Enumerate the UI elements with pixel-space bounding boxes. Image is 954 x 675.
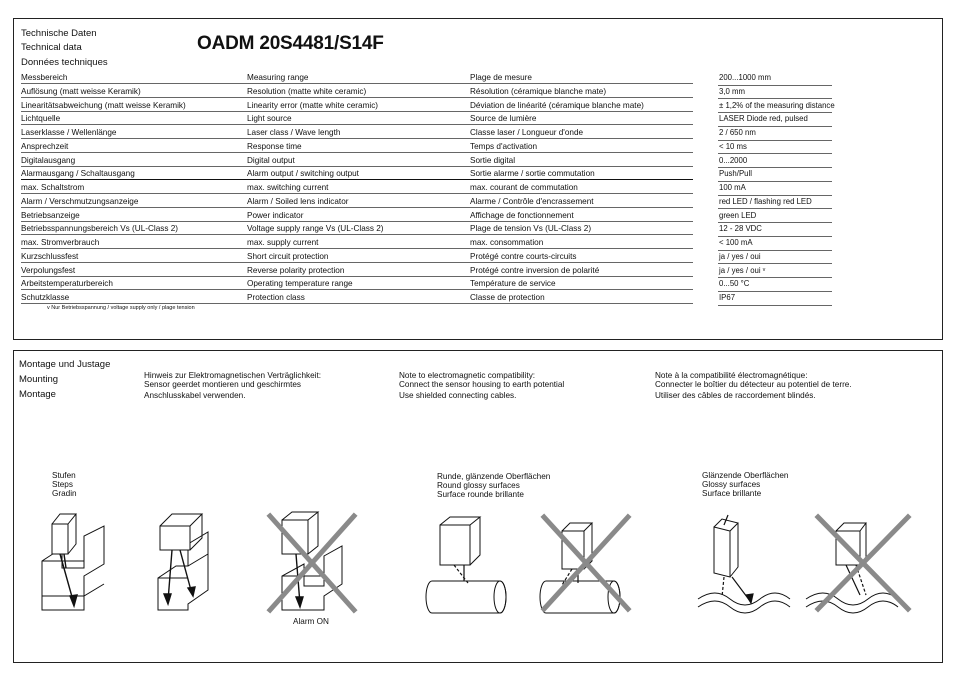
- cell-de: max. Stromverbrauch: [21, 238, 100, 247]
- cell-value: 200...1000 mm: [719, 73, 772, 82]
- cell-de: Auflösung (matt weisse Keramik): [21, 86, 141, 96]
- row-divider: [21, 166, 693, 167]
- cell-de: Arbeitstemperaturbereich: [21, 279, 113, 289]
- cell-fr: Protégé contre courts-circuits: [470, 251, 577, 261]
- product-title: OADM 20S4481/S14F: [197, 33, 384, 54]
- emc-note-line: Utiliser des câbles de raccordement blindés.: [655, 391, 816, 400]
- cell-value: red LED / flashing red LED: [719, 196, 812, 206]
- cell-de: Linearitätsabweichung (matt weisse Keramik): [21, 100, 186, 110]
- steps-correct-illustration-2: [152, 506, 232, 616]
- caption-line: Gradin: [52, 489, 77, 498]
- caption-line: Steps: [52, 480, 73, 489]
- cell-en: Light source: [247, 114, 292, 124]
- cell-de: max. Schaltstrom: [21, 183, 85, 192]
- row-divider: [21, 83, 693, 84]
- cell-de: Ansprechzeit: [21, 141, 69, 151]
- row-divider: [21, 138, 693, 139]
- header-label-de: Technische Daten: [21, 28, 97, 39]
- cell-value: Push/Pull: [719, 169, 752, 179]
- caption-line: Glossy surfaces: [702, 480, 761, 489]
- cell-en: Short circuit protection: [247, 251, 329, 261]
- emc-note-line: Anschlusskabel verwenden.: [144, 391, 246, 400]
- footnote: v Nur Betriebsspannung / voltage supply only / plage tension: [47, 305, 195, 311]
- row-divider: [21, 124, 693, 125]
- cell-en: Protection class: [247, 293, 305, 302]
- mounting-label-en: Mounting: [19, 374, 59, 385]
- caption-line: Runde, glänzende Oberflächen: [437, 472, 551, 481]
- header-label-en: Technical data: [21, 42, 82, 53]
- row-divider: [21, 276, 693, 277]
- cell-en: Alarm / Soiled lens indicator: [247, 196, 349, 206]
- row-divider: [21, 289, 693, 290]
- cross-icon: [818, 517, 908, 609]
- cell-de: Digitalausgang: [21, 155, 76, 165]
- technical-data-panel: [13, 18, 943, 340]
- steps-incorrect-illustration: [262, 506, 362, 616]
- cell-en: Laser class / Wave length: [247, 128, 341, 137]
- cell-fr: Sortie alarme / sortie commutation: [470, 169, 595, 179]
- cell-fr: Classe de protection: [470, 293, 545, 302]
- cell-value: 3,0 mm: [719, 86, 745, 96]
- cell-fr: Alarme / Contrôle d'encrassement: [470, 196, 594, 206]
- emc-note-line: Use shielded connecting cables.: [399, 391, 517, 400]
- cell-de: Laserklasse / Wellenlänge: [21, 128, 117, 137]
- alarm-on-label: Alarm ON: [293, 617, 329, 626]
- row-divider: [21, 303, 693, 304]
- row-divider: [21, 262, 693, 263]
- row-divider: [21, 248, 693, 249]
- row-divider: [21, 97, 693, 98]
- cell-de: Alarmausgang / Schaltausgang: [21, 169, 135, 179]
- cell-fr: Affichage de fonctionnement: [470, 210, 574, 220]
- cell-en: Response time: [247, 141, 302, 151]
- cell-value: 0...2000: [719, 155, 748, 165]
- cell-de: Alarm / Verschmutzungsanzeige: [21, 196, 139, 206]
- round-surface-incorrect-illustration: [532, 511, 632, 616]
- cell-fr: Source de lumière: [470, 114, 537, 124]
- steps-correct-illustration: [34, 506, 114, 616]
- emc-note-line: Hinweis zur Elektromagnetischen Verträglichkeit:: [144, 371, 322, 380]
- cell-en: Digital output: [247, 155, 295, 165]
- cell-de: Betriebsspannungsbereich Vs (UL-Class 2): [21, 224, 179, 234]
- emc-note-line: Connecter le boîtier du détecteur au potentiel de terre.: [655, 380, 852, 389]
- cell-fr: max. consommation: [470, 238, 544, 247]
- cell-en: Alarm output / switching output: [247, 169, 359, 179]
- caption-line: Glänzende Oberflächen: [702, 471, 789, 480]
- cell-en: max. supply current: [247, 238, 319, 247]
- cell-en: Voltage supply range Vs (UL-Class 2): [247, 224, 384, 234]
- cell-en: Operating temperature range: [247, 279, 353, 289]
- row-divider: [21, 111, 693, 112]
- cell-fr: Plage de tension Vs (UL-Class 2): [470, 224, 592, 234]
- cell-value: < 100 mA: [719, 238, 753, 247]
- cell-value: IP67: [719, 293, 736, 302]
- cell-de: Kurzschlussfest: [21, 251, 79, 261]
- cell-de: Lichtquelle: [21, 114, 61, 124]
- mounting-panel: [13, 350, 943, 663]
- emc-note-line: Note à la compatibilité électromagnétique:: [655, 371, 808, 380]
- cell-fr: Temps d'activation: [470, 141, 538, 151]
- cell-value: 0...50 °C: [719, 279, 750, 289]
- cell-value: < 10 ms: [719, 141, 747, 151]
- row-divider: [21, 193, 693, 194]
- cell-value: LASER Diode red, pulsed: [719, 114, 808, 124]
- cell-fr: Sortie digital: [470, 155, 516, 165]
- cell-en: Reverse polarity protection: [247, 265, 345, 275]
- caption-line: Surface brillante: [702, 489, 762, 498]
- cell-de: Schutzklasse: [21, 293, 70, 302]
- mounting-label-de: Montage und Justage: [19, 359, 111, 370]
- cell-fr: Déviation de linéarité (céramique blanche mate): [470, 100, 644, 110]
- cell-fr: Protégé contre inversion de polarité: [470, 265, 600, 275]
- cell-en: Power indicator: [247, 210, 304, 220]
- cell-value: ja / yes / oui ᵛ: [719, 265, 766, 275]
- row-divider: [21, 234, 693, 235]
- caption-line: Surface rounde brillante: [437, 490, 524, 499]
- cell-de: Messbereich: [21, 73, 68, 82]
- cell-en: Linearity error (matte white ceramic): [247, 100, 379, 110]
- header-label-fr: Données techniques: [21, 57, 108, 68]
- cell-fr: Température de service: [470, 279, 556, 289]
- cell-en: max. switching current: [247, 183, 329, 192]
- cell-fr: max. courant de commutation: [470, 183, 578, 192]
- cell-value: green LED: [719, 210, 757, 220]
- row-divider: [21, 179, 693, 180]
- cell-fr: Résolution (céramique blanche mate): [470, 86, 607, 96]
- value-divider: [718, 291, 832, 292]
- glossy-surface-correct-illustration: [694, 511, 794, 616]
- cell-fr: Plage de mesure: [470, 73, 532, 82]
- caption-line: Stufen: [52, 471, 76, 480]
- caption-line: Round glossy surfaces: [437, 481, 520, 490]
- emc-note-line: Connect the sensor housing to earth potential: [399, 380, 565, 389]
- glossy-surface-incorrect-illustration: [804, 511, 914, 616]
- emc-note-line: Note to electromagnetic compatibility:: [399, 371, 536, 380]
- mounting-label-fr: Montage: [19, 389, 56, 400]
- row-divider: [21, 207, 693, 208]
- cell-de: Verpolungsfest: [21, 265, 76, 275]
- emc-note-line: Sensor geerdet montieren und geschirmtes: [144, 380, 302, 389]
- cell-value: 12 - 28 VDC: [719, 224, 762, 234]
- cell-en: Resolution (matte white ceramic): [247, 86, 367, 96]
- cell-fr: Classe laser / Longueur d'onde: [470, 128, 584, 137]
- cell-en: Measuring range: [247, 73, 309, 82]
- row-divider: [21, 152, 693, 153]
- cell-value: ± 1,2% of the measuring distance: [719, 100, 835, 110]
- row-divider: [21, 221, 693, 222]
- cell-value: ja / yes / oui: [719, 251, 761, 261]
- value-divider: [718, 305, 832, 306]
- cell-de: Betriebsanzeige: [21, 210, 80, 220]
- cell-value: 2 / 650 nm: [719, 128, 756, 137]
- cell-value: 100 mA: [719, 183, 746, 192]
- round-surface-correct-illustration: [422, 511, 512, 616]
